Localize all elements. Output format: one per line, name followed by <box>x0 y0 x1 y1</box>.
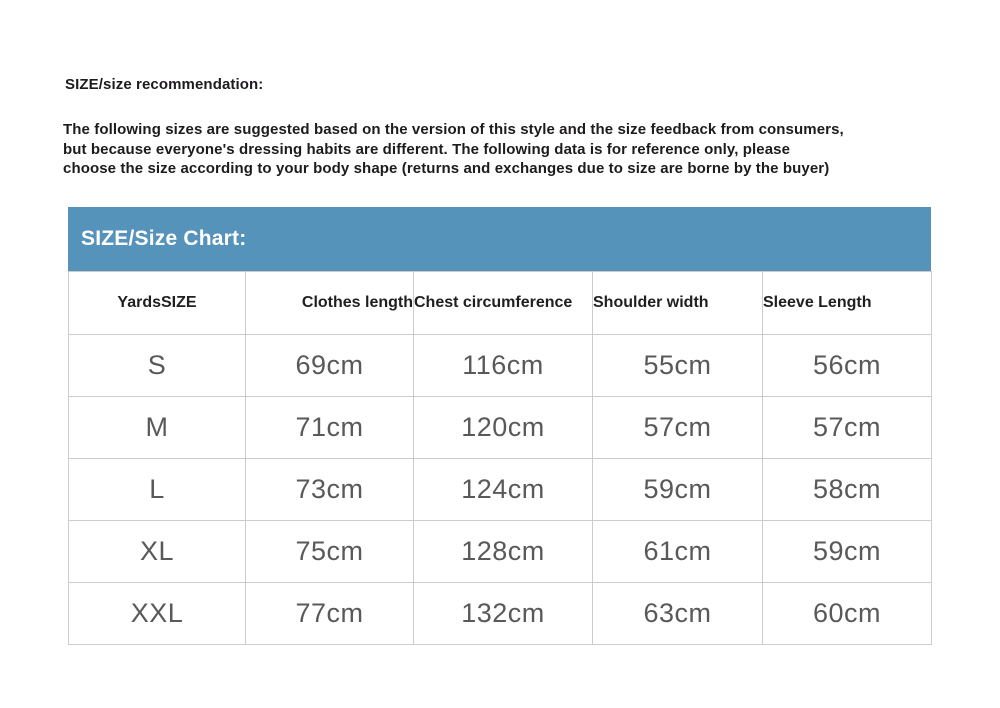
table-row <box>69 583 932 645</box>
cell-shoulder-width: 55cm <box>593 335 763 397</box>
cell-chest-circumference: 120cm <box>414 397 593 459</box>
description-line: but because everyone's dressing habits are different. The following data is for reference only, please <box>63 140 791 158</box>
table-row <box>69 397 932 459</box>
cell-clothes-length: 77cm <box>246 583 414 645</box>
cell-size: XXL <box>69 583 246 645</box>
cell-sleeve-length: 56cm <box>763 335 932 397</box>
cell-size: XL <box>69 521 246 583</box>
cell-shoulder-width: 63cm <box>593 583 763 645</box>
table-header-row <box>69 272 932 335</box>
column-header-yards-size: YardsSIZE <box>69 272 246 335</box>
cell-shoulder-width: 59cm <box>593 459 763 521</box>
cell-clothes-length: 69cm <box>246 335 414 397</box>
cell-chest-circumference: 124cm <box>414 459 593 521</box>
column-header-chest-circumference: Chest circumference <box>414 272 593 335</box>
cell-size: M <box>69 397 246 459</box>
cell-size: S <box>69 335 246 397</box>
table-row <box>69 521 932 583</box>
cell-sleeve-length: 60cm <box>763 583 932 645</box>
description-line: choose the size according to your body shape (returns and exchanges due to size are borne by the buyer) <box>63 160 830 177</box>
cell-chest-circumference: 132cm <box>414 583 593 645</box>
cell-shoulder-width: 57cm <box>593 397 763 459</box>
table-row <box>69 335 932 397</box>
column-header-clothes-length: Clothes length <box>246 272 414 335</box>
cell-shoulder-width: 61cm <box>593 521 763 583</box>
description-line: The following sizes are suggested based on the version of this style and the size feedback from consumers, <box>63 121 844 138</box>
cell-clothes-length: 73cm <box>246 459 414 521</box>
cell-size: L <box>69 459 246 521</box>
cell-chest-circumference: 128cm <box>414 521 593 583</box>
column-header-sleeve-length: Sleeve Length <box>763 272 932 335</box>
cell-sleeve-length: 58cm <box>763 459 932 521</box>
size-description <box>63 120 953 179</box>
page-title: SIZE/size recommendation: <box>65 76 264 93</box>
column-header-shoulder-width: Shoulder width <box>593 272 763 335</box>
size-table <box>68 271 932 645</box>
size-chart-title: SIZE/Size Chart: <box>81 227 247 250</box>
cell-chest-circumference: 116cm <box>414 335 593 397</box>
cell-clothes-length: 75cm <box>246 521 414 583</box>
size-chart-header-bar <box>68 207 931 271</box>
cell-sleeve-length: 59cm <box>763 521 932 583</box>
cell-clothes-length: 71cm <box>246 397 414 459</box>
cell-sleeve-length: 57cm <box>763 397 932 459</box>
table-row <box>69 459 932 521</box>
